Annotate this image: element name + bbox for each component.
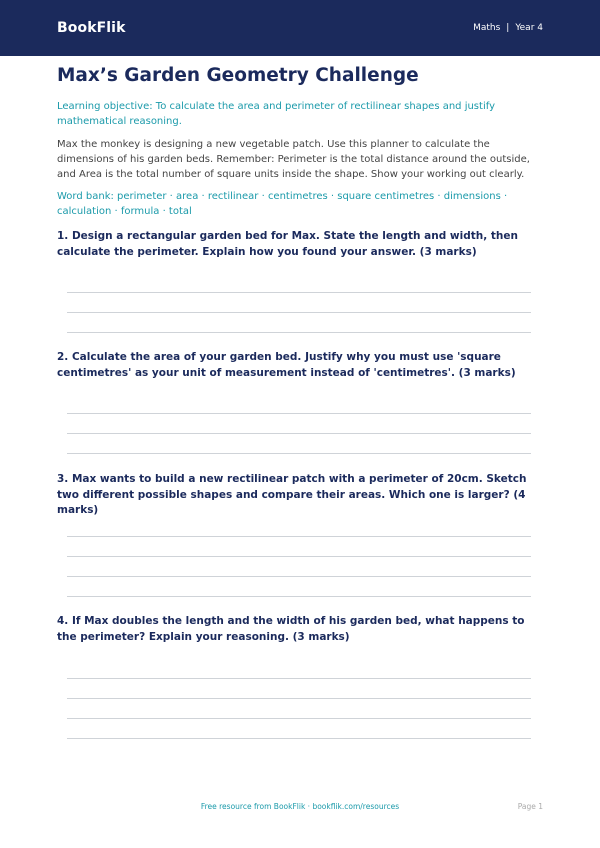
word-bank: Word bank: perimeter · area · rectilinear · centimetres · square centimetres · dimensions · calculation · formula · total xyxy=(57,191,508,217)
page-number: Page 1 xyxy=(517,802,543,811)
answer-line[interactable] xyxy=(67,433,531,434)
question-1 xyxy=(57,229,543,260)
learning-objective: Learning objective: To calculate the area and perimeter of rectilinear shapes and justify mathematical reasoning. xyxy=(57,101,495,127)
year-label: Year 4 xyxy=(515,23,543,33)
question-text: 4. If Max doubles the length and the width of his garden bed, what happens to the perimeter? Explain your reasoning. (3 marks) xyxy=(57,615,525,643)
worksheet-intro xyxy=(57,64,543,219)
footer-credit[interactable]: Free resource from BookFlik · bookflik.com/resources xyxy=(200,802,400,811)
subject-label: Maths xyxy=(473,23,501,33)
intro-paragraph: Max the monkey is designing a new vegetable patch. Use this planner to calculate the dimensions of his garden beds. Remember: Perimeter is the total distance around the outside, and Area is the total number of square units inside the shape. Show your working out clearly. xyxy=(57,139,530,180)
question-text: 3. Max wants to build a new rectilinear patch with a perimeter of 20cm. Sketch two different possible shapes and compare their areas. Which one is larger? (4 marks) xyxy=(57,473,527,516)
answer-line[interactable] xyxy=(67,536,531,537)
answer-line[interactable] xyxy=(67,678,531,679)
answer-line[interactable] xyxy=(67,718,531,719)
page-header xyxy=(0,0,600,56)
answer-line[interactable] xyxy=(67,413,531,414)
question-4 xyxy=(57,614,543,645)
header-separator: | xyxy=(506,23,510,33)
page-footer xyxy=(0,800,600,814)
answer-line[interactable] xyxy=(67,292,531,293)
answer-line[interactable] xyxy=(67,556,531,557)
subject-year-label xyxy=(473,23,543,33)
brand-logo: BookFlik xyxy=(57,20,126,36)
question-3 xyxy=(57,472,543,519)
answer-line[interactable] xyxy=(67,312,531,313)
question-text: 1. Design a rectangular garden bed for Max. State the length and width, then calculate the perimeter. Explain how you found your answer. (3 marks) xyxy=(57,230,518,258)
answer-line[interactable] xyxy=(67,596,531,597)
question-2 xyxy=(57,350,543,381)
answer-line[interactable] xyxy=(67,576,531,577)
answer-line[interactable] xyxy=(67,453,531,454)
answer-line[interactable] xyxy=(67,738,531,739)
answer-line[interactable] xyxy=(67,332,531,333)
worksheet-title: Max’s Garden Geometry Challenge xyxy=(57,65,419,86)
answer-line[interactable] xyxy=(67,698,531,699)
question-text: 2. Calculate the area of your garden bed. Justify why you must use 'square centimetres' as your unit of measurement instead of 'centimetres'. (3 marks) xyxy=(57,351,516,379)
